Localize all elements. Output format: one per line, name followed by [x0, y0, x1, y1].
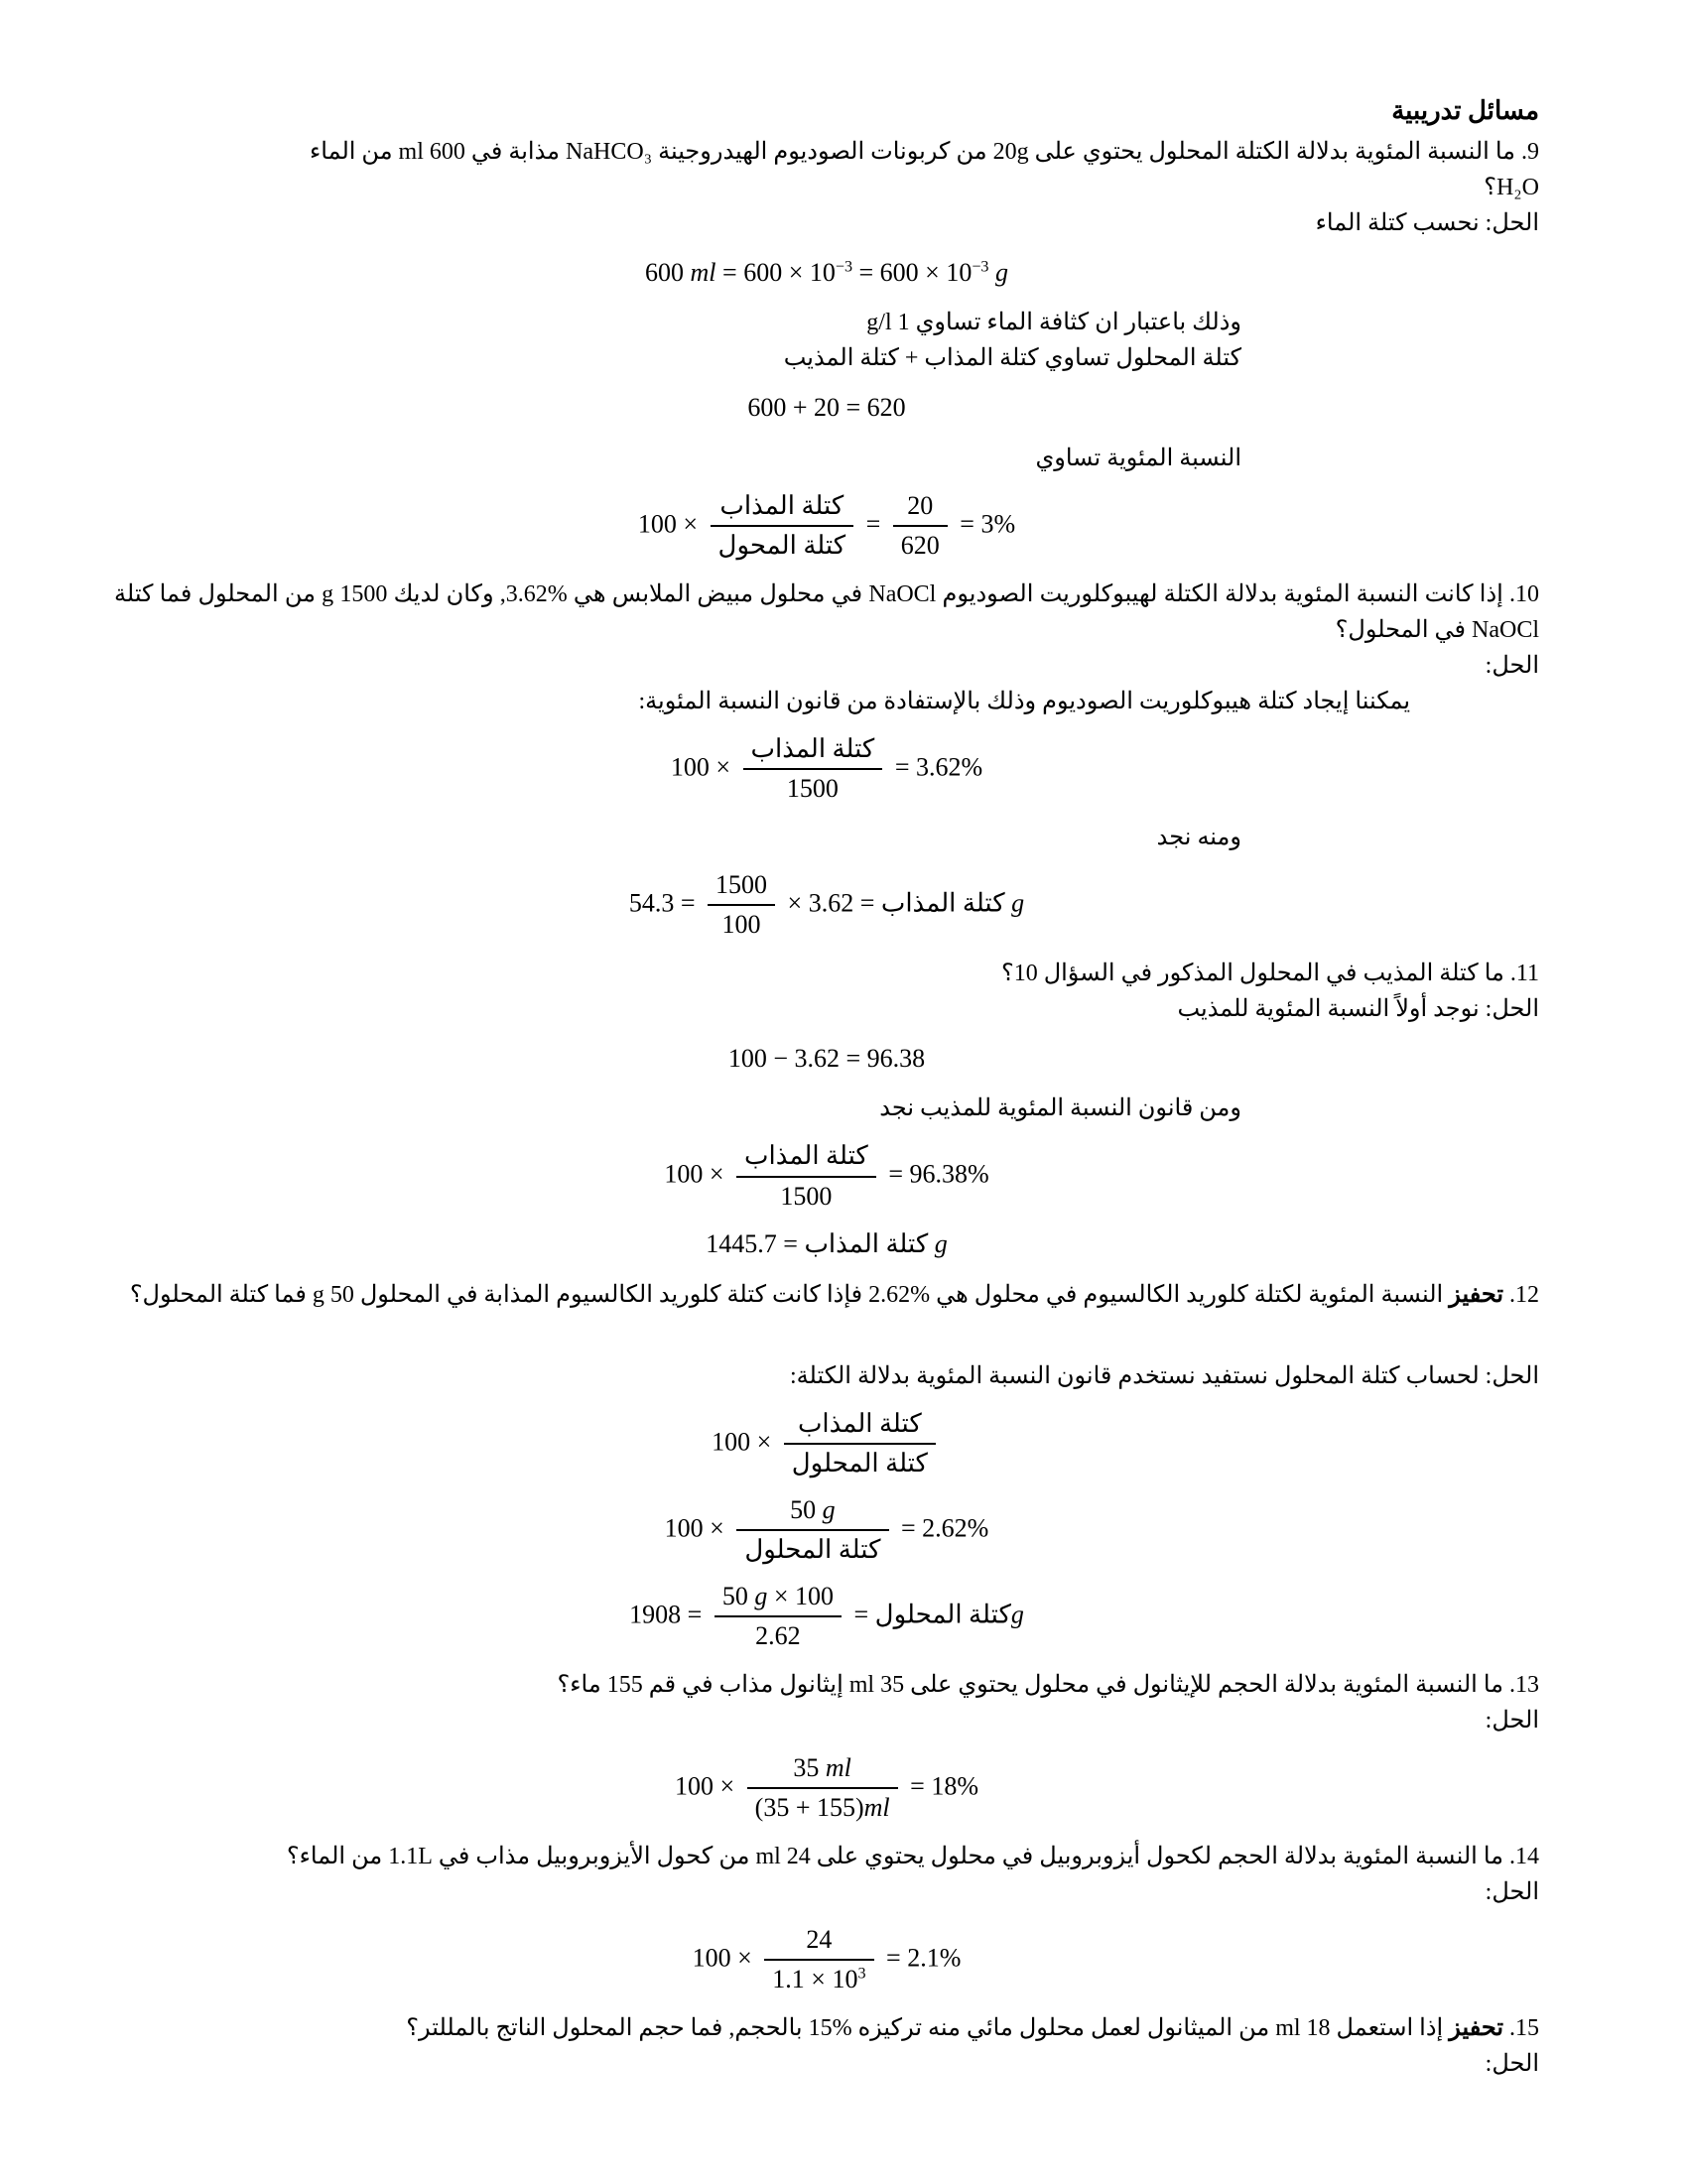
fraction: $\frac{\text{كتلة المذاب}}{\text{كتلة المحول}}$ [711, 490, 854, 563]
fraction: $\frac{50 g}{\text{كتلة المحلول}}$ [736, 1494, 888, 1567]
problem-12-keyword: تحفيز [1449, 1281, 1503, 1308]
problem-11-solution-label: الحل: نوجد أولاً النسبة المئوية للمذيب [1177, 995, 1539, 1022]
equation-percent-problem-9: 100 × $\frac{\text{كتلة المذاب}}{\text{كتلة المحول}}$ = $\frac{20}{620}$ = 3% [114, 490, 1539, 563]
problem-15-question [114, 2010, 1539, 2046]
problem-11-question: 11. ما كتلة المذيب في المحلول المذكور في السؤال 10؟ [1000, 960, 1539, 986]
fraction: $\frac{35 ml}{(35 + 155)ml}$ [747, 1752, 898, 1825]
problem-9-solution-mass-note: كتلة المحلول تساوي كتلة المذاب + كتلة المذيب [783, 345, 1241, 372]
problem-9-solution-label: الحل: نحسب كتلة الماء [1315, 210, 1539, 236]
equation-solution-mass: كتلة المحلول = $\frac{50 g \times 100}{2.62}$ = 1908 g [114, 1581, 1539, 1653]
problem-14-question: 14. ما النسبة المئوية بدلالة الحجم لكحول أيزوبروبيل في محلول يحتوي على 24 ml من كحول الأيزوبروبيل مذاب في 1.1L من الماء؟ [286, 1843, 1539, 1869]
problem-15-keyword: تحفيز [1449, 2014, 1503, 2041]
problem-10-solution-label: الحل: [1485, 652, 1539, 679]
document-title: مسائل تدريبية [1391, 96, 1539, 125]
equation-percent-problem-10: 100 × $\frac{\text{كتلة المذاب}}{1500}$ = 3.62% [114, 733, 1539, 806]
problem-14-solution-label: الحل: [1485, 1878, 1539, 1905]
problem-15-question-text: إذا استعمل 18 ml من الميثانول لعمل محلول مائي منه تركيزه %15 بالحجم, فما حجم المحلول الناتج بالمللتر؟ [406, 2014, 1450, 2041]
problem-9-percent-note: النسبة المئوية تساوي [1035, 445, 1241, 471]
equation-solvent-mass: كتلة المذاب = 1445.7 g [706, 1229, 948, 1259]
equation-solute-mass-problem-10: كتلة المذاب = 3.62 × $\frac{1500}{100}$ = 54.3 g [114, 869, 1539, 942]
problem-12-solution-label: الحل: لحساب كتلة المحلول نستفيد نستخدم قانون النسبة المئوية بدلالة الكتلة: [789, 1362, 1539, 1389]
problem-13-question: 13. ما النسبة المئوية بدلالة الحجم للإيثانول في محلول يحتوي على 35 ml إيثانول مذاب في قم 155 ماء؟ [557, 1671, 1539, 1698]
problem-13-solution-label: الحل: [1485, 1707, 1539, 1734]
problem-15-solution-label: الحل: [1485, 2050, 1539, 2077]
problem-9-density-note: وذلك باعتبار ان كثافة الماء تساوي 1 g/l [866, 310, 1241, 336]
fraction: $\frac{24}{1.1 \times 10^3}$ [764, 1924, 873, 1996]
problem-10-question: 10. إذا كانت النسبة المئوية بدلالة الكتلة لهيبوكلوريت الصوديوم NaOCl في محلول مبيض الملابس هي %3.62, وكان لديك 1500 g من المحلول فما كتلة NaOCl في المحلول؟ [114, 580, 1540, 643]
problem-10-hence-note: ومنه نجد [1156, 824, 1241, 850]
problem-15-number: 15. [1503, 2014, 1539, 2041]
equation-percent-problem-12: 100 × $\frac{50 g}{\text{كتلة المحلول}}$ = 2.62% [114, 1494, 1539, 1567]
fraction: $\frac{\text{كتلة المذاب}}{\text{كتلة المحلول}}$ [784, 1408, 936, 1480]
problem-12-number: 12. [1503, 1281, 1539, 1308]
fraction: $\frac{\text{كتلة المذاب}}{1500}$ [736, 1140, 876, 1213]
problem-9-question-line-2: H₂O؟ [1484, 175, 1539, 200]
equation-volume-percent-ethanol: 100 × $\frac{35 ml}{(35 + 155)ml}$ = 18% [114, 1752, 1539, 1825]
equation-percent-law: 100 × $\frac{\text{كتلة المذاب}}{\text{كتلة المحلول}}$ [114, 1408, 1539, 1480]
equation-volume-percent-isopropyl: 100 × $\frac{24}{1.1 \times 10^3}$ = 2.1% [114, 1924, 1539, 1996]
equation-percent-problem-11: 100 × $\frac{\text{كتلة المذاب}}{1500}$ = 96.38% [114, 1140, 1539, 1213]
problem-9-question-line-1: 9. ما النسبة المئوية بدلالة الكتلة المحلول يحتوي على 20g من كربونات الصوديوم الهيدروجينة NaHCO₃ مذابة في 600 ml من الماء [309, 139, 1539, 165]
equation-mass-sum: 600 + 20 = 620 [747, 393, 906, 423]
fraction: $\frac{20}{620}$ [893, 490, 948, 563]
fraction: $\frac{1500}{100}$ [708, 869, 775, 942]
equation-water-mass: 600 ml = $600 \times 10^{-3} = 600 \times 10^{-3}$ g [645, 258, 1008, 287]
problem-12-question-text: النسبة المئوية لكتلة كلوريد الكالسيوم في محلول هي %2.62 فإذا كانت كتلة كلوريد الكالسيوم المذابة في المحلول 50 g فما كتلة المحلول؟ [129, 1281, 1450, 1308]
problem-10-method-note: يمكننا إيجاد كتلة هيبوكلوريت الصوديوم وذلك بالإستفادة من قانون النسبة المئوية: [638, 688, 1410, 714]
problem-12-question [114, 1277, 1539, 1313]
problem-11-law-note: ومن قانون النسبة المئوية للمذيب نجد [879, 1095, 1241, 1122]
fraction: $\frac{50 g \times 100}{2.62}$ [714, 1581, 842, 1653]
fraction: $\frac{\text{كتلة المذاب}}{1500}$ [743, 733, 883, 806]
equation-solvent-percent: 100 − 3.62 = 96.38 [727, 1043, 926, 1073]
